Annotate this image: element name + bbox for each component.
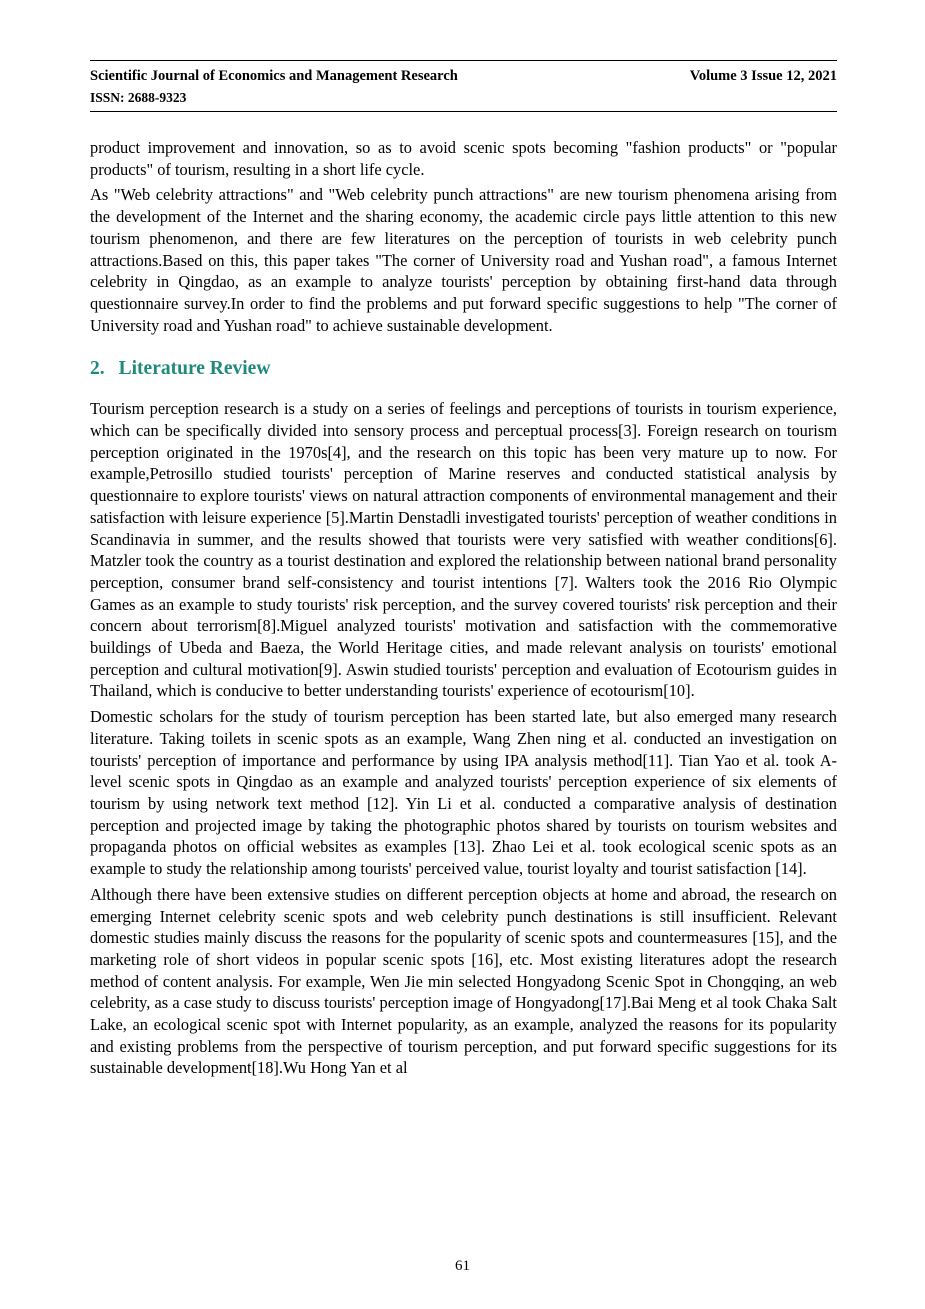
issn-number: ISSN: 2688-9323 bbox=[90, 90, 187, 105]
section-number: 2. bbox=[90, 358, 105, 380]
page-number: 61 bbox=[455, 1258, 470, 1274]
journal-title: Scientific Journal of Economics and Management Research bbox=[90, 68, 458, 84]
section-title: Literature Review bbox=[118, 358, 271, 380]
article-body bbox=[90, 137, 837, 1079]
section-heading-literature-review bbox=[90, 357, 837, 381]
page-footer bbox=[0, 1258, 925, 1275]
header-row bbox=[90, 67, 837, 85]
paragraph-intro-1: product improvement and innovation, so as to avoid scenic spots becoming "fashion products" or "popular products" of tourism, resulting in a short life cycle. bbox=[90, 138, 837, 179]
paragraph-research-gap: Although there have been extensive studies on different perception objects at home and abroad, the research on emerging Internet celebrity scenic spots and web celebrity punch destinations is still insufficient. Relevant domestic studies mainly discuss the reasons for the popularity of scenic spots and countermeasures [15], and the marketing role of short videos in popular scenic spots [16], etc. Most existing literatures adopt the research method of content analysis. For example, Wen Jie min selected Hongyadong Scenic Spot in Chongqing, an web celebrity, as a case study to discuss tourists' perception image of Hongyadong[17].Bai Meng et al took Chaka Salt Lake, an ecological scenic spot with Internet popularity, as an example, analyzed the reasons for its popularity and existing problems from the perspective of tourism perception, and put forward specific suggestions for its sustainable development[18].Wu Hong Yan et al bbox=[90, 884, 837, 1078]
paragraph-foreign-research: Tourism perception research is a study on a series of feelings and perceptions of tourists in tourism experience, which can be specifically divided into sensory process and perceptual process[3]. Foreign research on tourism perception originated in the 1970s[4], and the research on this topic has been very mature up to now. For example,Petrosillo studied tourists' perception of Marine reserves and conducted statistical analysis by questionnaire to explore tourists' views on natural attraction components of environmental management and their satisfaction with leisure experience [5].Martin Denstadli investigated tourists' perception of weather conditions in Scandinavia in summer, and the results showed that tourists were very satisfied with weather conditions[6]. Matzler took the country as a tourist destination and explored the relationship between national brand personality perception, consumer brand self-consistency and tourist intentions [7]. Walters took the 2016 Rio Olympic Games as an example to study tourists' risk perception, and the survey covered tourists' risk perception and their concern about terrorism[8].Miguel analyzed tourists' motivation and satisfaction with the commemorative buildings of Ubeda and Baeza, the World Heritage cities, and made relevant analysis on tourists' emotional perception and cultural motivation[9]. Aswin studied tourists' perception and evaluation of Ecotourism guides in Thailand, which is conducive to better understanding tourists' experience of ecotourism[10]. bbox=[90, 399, 837, 701]
paragraph-domestic-research: Domestic scholars for the study of tourism perception has been started late, but also emerged many research literature. Taking toilets in scenic spots as an example, Wang Zhen ning et al. conducted an investigation on tourists' perception of importance and performance by using IPA analysis method[11]. Tian Yao et al. took A-level scenic spots in Qingdao as an example and analyzed tourists' perception experience of six elements of tourism by using network text method [12]. Yin Li et al. conducted a comparative analysis of destination perception and projected image by taking the photographic photos shared by tourists on tourism websites and propaganda photos on official websites as examples [13]. Zhao Lei et al. took ecological scenic spots as an example to study the relationship among tourists' perceived value, tourist loyalty and tourist satisfaction [14]. bbox=[90, 707, 837, 879]
volume-issue: Volume 3 Issue 12, 2021 bbox=[689, 68, 837, 84]
paragraph-intro-2: As "Web celebrity attractions" and "Web celebrity punch attractions" are new tourism phenomena arising from the development of the Internet and the sharing economy, the academic circle pays little attention to this new tourism phenomenon, and there are few literatures on the perception of tourists in web celebrity punch attractions.Based on this, this paper takes "The corner of University road and Yushan road", a famous Internet celebrity in Qingdao, as an example to analyze tourists' perception by obtaining first-hand data through questionnaire survey.In order to find the problems and put forward specific suggestions to help "The corner of University road and Yushan road" to achieve sustainable development. bbox=[90, 185, 837, 335]
page-header bbox=[90, 60, 837, 112]
